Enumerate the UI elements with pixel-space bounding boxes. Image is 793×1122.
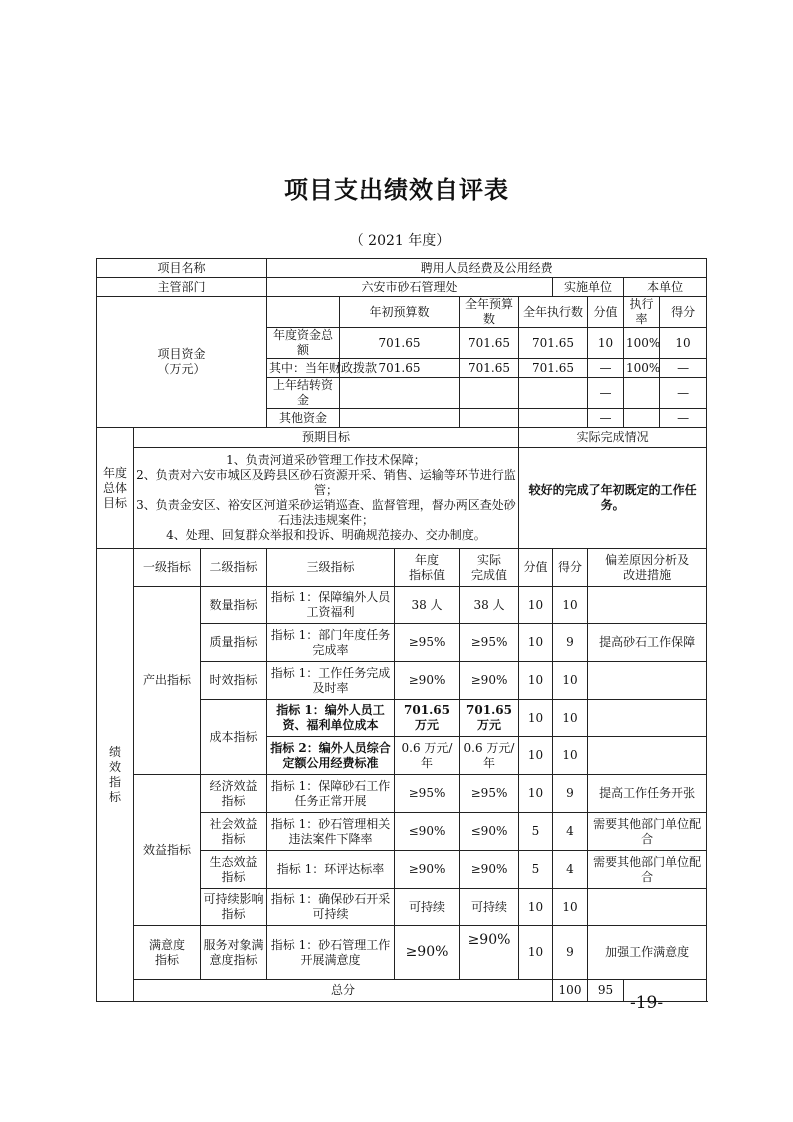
funds-cell: —: [588, 378, 624, 409]
header-score: 得分: [553, 549, 588, 587]
indicator-actual: 701.65 万元: [460, 700, 519, 737]
indicator-note: 加强工作满意度: [588, 926, 707, 980]
indicators-side-label: 绩 效 指 标: [97, 549, 134, 1002]
funds-cell: 701.65: [340, 359, 460, 378]
funds-header-blank: [267, 297, 340, 328]
expected-goals-header: 预期目标: [134, 428, 519, 448]
funds-header-annual: 全年预算数: [460, 297, 519, 328]
indicator-level3: 指标 1：砂石管理工作开展满意度: [267, 926, 395, 980]
funds-header-initial: 年初预算数: [340, 297, 460, 328]
indicator-level3: 指标 2：编外人员综合定额公用经费标准: [267, 737, 395, 775]
project-name-value: 聘用人员经费及公用经费: [267, 259, 707, 278]
indicator-score: 10: [553, 700, 588, 737]
indicator-target: ≥95%: [395, 624, 460, 662]
funds-cell: 10: [588, 328, 624, 359]
funds-header-value: 分值: [588, 297, 624, 328]
indicator-level2: 生态效益 指标: [201, 851, 267, 889]
benefit-indicators-group: 效益指标: [134, 775, 201, 926]
year-label: （ 2021 年度）: [349, 233, 451, 249]
output-indicators-group: 产出指标: [134, 587, 201, 775]
indicator-note: 提高工作任务开张: [588, 775, 707, 813]
indicator-score: 10: [553, 737, 588, 775]
funds-cell: 701.65: [460, 359, 519, 378]
impl-unit-label: 实施单位: [553, 278, 624, 297]
indicator-note: 提高砂石工作保障: [588, 624, 707, 662]
goal-item: 1、负责河道采砂管理工作技术保障；: [226, 453, 426, 467]
funds-label-text: 项目资金: [157, 347, 206, 361]
indicator-level2: 数量指标: [201, 587, 267, 624]
funds-cell: —: [588, 409, 624, 428]
funds-cell: [460, 378, 519, 409]
funds-cell: 701.65: [340, 328, 460, 359]
indicator-level2: 社会效益 指标: [201, 813, 267, 851]
funds-cell: —: [588, 359, 624, 378]
header-analysis: 偏差原因分析及 改进措施: [588, 549, 707, 587]
indicator-value: 10: [519, 662, 553, 700]
funds-header-score: 得分: [660, 297, 707, 328]
dept-label: 主管部门: [97, 278, 267, 297]
indicator-note: 需要其他部门单位配合: [588, 851, 707, 889]
header-level3: 三级指标: [267, 549, 395, 587]
row-funds-header: [97, 297, 707, 328]
goal-item: 3、负责金安区、裕安区河道采砂运销巡查、监督管理，督办两区查处砂石违法违规案件；: [136, 498, 516, 527]
indicator-score: 10: [553, 662, 588, 700]
funds-header-executed: 全年执行数: [519, 297, 588, 328]
page-number: -19-: [630, 993, 664, 1013]
indicator-level2: 服务对象满 意度指标: [201, 926, 267, 980]
indicator-target: 38 人: [395, 587, 460, 624]
indicator-note: [588, 662, 707, 700]
indicator-level3: 指标 1：部门年度任务完成率: [267, 624, 395, 662]
header-level1: 一级指标: [134, 549, 201, 587]
funds-row-label: 年度资金总额: [267, 328, 340, 359]
funds-cell: [519, 378, 588, 409]
funds-cell: —: [660, 409, 707, 428]
indicator-value: 10: [519, 889, 553, 926]
funds-cell: 701.65: [519, 359, 588, 378]
funds-row-label: 其中：当年财政拨款: [267, 359, 340, 378]
indicator-target: ≥90%: [395, 926, 460, 980]
indicator-actual: ≤90%: [460, 813, 519, 851]
row-total: [97, 980, 707, 1002]
actual-completion-text: 较好的完成了年初既定的工作任务。: [519, 448, 707, 549]
row-goals-header: [97, 428, 707, 448]
funds-cell: 100%: [624, 328, 660, 359]
total-score: 95: [588, 980, 624, 1002]
header-actual: 实际 完成值: [460, 549, 519, 587]
indicator-score: 9: [553, 926, 588, 980]
indicator-actual: 0.6 万元/年: [460, 737, 519, 775]
indicator-level2: 成本指标: [201, 700, 267, 775]
indicator-value: 10: [519, 926, 553, 980]
indicator-value: 10: [519, 700, 553, 737]
indicator-level2: 质量指标: [201, 624, 267, 662]
row-goals-content: [97, 448, 707, 549]
indicator-target: ≥90%: [395, 662, 460, 700]
row-department: [97, 278, 707, 297]
header-level2: 二级指标: [201, 549, 267, 587]
satisfaction-indicators-group: 满意度 指标: [134, 926, 201, 980]
funds-cell: 701.65: [460, 328, 519, 359]
funds-cell: [460, 409, 519, 428]
indicator-level3: 指标 1：确保砂石开采可持续: [267, 889, 395, 926]
indicator-actual: 可持续: [460, 889, 519, 926]
actual-completion-header: 实际完成情况: [519, 428, 707, 448]
indicator-level2: 可持续影响 指标: [201, 889, 267, 926]
funds-cell: 100%: [624, 359, 660, 378]
indicator-value: 5: [519, 851, 553, 889]
indicator-value: 5: [519, 813, 553, 851]
goal-item: 2、负责对六安市城区及跨县区砂石资源开采、销售、运输等环节进行监管；: [136, 468, 516, 497]
funds-cell: [340, 378, 460, 409]
performance-table: [96, 258, 707, 1002]
indicator-score: 4: [553, 851, 588, 889]
project-name-label: 项目名称: [97, 259, 267, 278]
funds-cell: [624, 378, 660, 409]
document-title: 项目支出绩效自评表: [284, 176, 509, 204]
indicator-value: 10: [519, 587, 553, 624]
indicator-level3: 指标 1：环评达标率: [267, 851, 395, 889]
indicator-value: 10: [519, 624, 553, 662]
row-satisfaction: [97, 926, 707, 980]
funds-row-label: 其他资金: [267, 409, 340, 428]
indicator-level3: 指标 1：保障砂石工作任务正常开展: [267, 775, 395, 813]
expected-goals-text: [134, 448, 519, 549]
funds-cell: —: [660, 359, 707, 378]
indicator-target: ≤90%: [395, 813, 460, 851]
funds-header-rate: 执行率: [624, 297, 660, 328]
funds-unit-text: （万元）: [157, 362, 206, 376]
indicator-level3: 指标 1：工作任务完成及时率: [267, 662, 395, 700]
funds-cell: [340, 409, 460, 428]
indicator-note: 需要其他部门单位配合: [588, 813, 707, 851]
indicator-note: [588, 587, 707, 624]
funds-cell: —: [660, 378, 707, 409]
indicator-value: 10: [519, 737, 553, 775]
indicator-level3: 指标 1：砂石管理相关违法案件下降率: [267, 813, 395, 851]
header-score-value: 分值: [519, 549, 553, 587]
row-quantity: [97, 587, 707, 624]
indicator-level3: 指标 1：保障编外人员工资福利: [267, 587, 395, 624]
impl-unit-value: 本单位: [624, 278, 707, 297]
funds-cell: 701.65: [519, 328, 588, 359]
funds-label: [97, 297, 267, 428]
indicator-actual: ≥90%: [460, 926, 519, 980]
goals-side-label: 年度 总体 目标: [97, 428, 134, 549]
indicator-note: [588, 700, 707, 737]
indicator-note: [588, 737, 707, 775]
indicator-target: 0.6 万元/年: [395, 737, 460, 775]
funds-cell: [624, 409, 660, 428]
total-label: 总分: [134, 980, 553, 1002]
indicator-target: 701.65 万元: [395, 700, 460, 737]
funds-row-label: 上年结转资金: [267, 378, 340, 409]
indicator-actual: ≥90%: [460, 662, 519, 700]
indicator-value: 10: [519, 775, 553, 813]
row-economic: [97, 775, 707, 813]
indicator-score: 10: [553, 587, 588, 624]
indicator-level2: 时效指标: [201, 662, 267, 700]
goal-item: 4、处理、回复群众举报和投诉、明确规范接办、交办制度。: [166, 528, 486, 542]
indicator-actual: ≥90%: [460, 851, 519, 889]
indicator-actual: ≥95%: [460, 624, 519, 662]
total-value: 100: [553, 980, 588, 1002]
indicator-actual: 38 人: [460, 587, 519, 624]
dept-value: 六安市砂石管理处: [267, 278, 553, 297]
indicator-note: [588, 889, 707, 926]
indicator-target: 可持续: [395, 889, 460, 926]
indicator-score: 10: [553, 889, 588, 926]
indicator-score: 9: [553, 624, 588, 662]
indicator-score: 4: [553, 813, 588, 851]
indicator-level2: 经济效益 指标: [201, 775, 267, 813]
header-target: 年度 指标值: [395, 549, 460, 587]
indicator-score: 9: [553, 775, 588, 813]
indicator-actual: ≥95%: [460, 775, 519, 813]
row-project-name: [97, 259, 707, 278]
indicator-level3: 指标 1：编外人员工资、福利单位成本: [267, 700, 395, 737]
funds-cell: [519, 409, 588, 428]
indicator-target: ≥95%: [395, 775, 460, 813]
funds-cell: 10: [660, 328, 707, 359]
indicator-target: ≥90%: [395, 851, 460, 889]
row-indicator-header: [97, 549, 707, 587]
